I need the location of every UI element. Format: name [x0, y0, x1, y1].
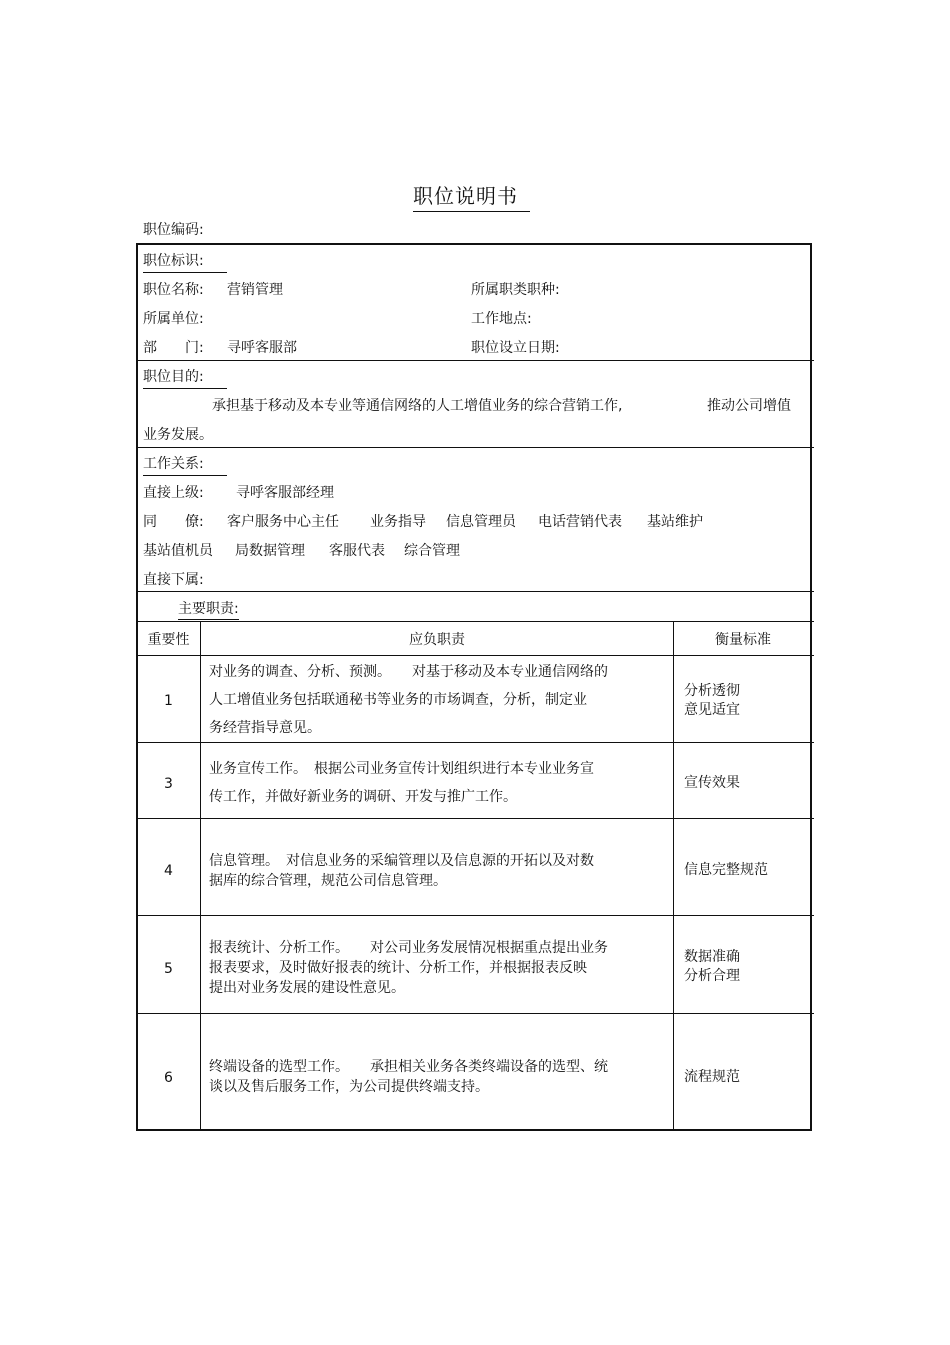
document-title: 职位说明书 — [413, 180, 530, 212]
superior-value: 寻呼客服部经理 — [236, 485, 334, 501]
peer-item: 基站维护 — [647, 514, 703, 530]
peer-item: 客户服务中心主任 — [227, 514, 339, 530]
duty-measure: 分析透彻 意见适宜 — [684, 683, 740, 718]
duty-description: 报表统计、分析工作。 对公司业务发展情况根据重点提出业务 报表要求，及时做好报表的统计、分析工作，并根据报表反映 提出对业务发展的建设性意见。 — [209, 940, 608, 996]
position-name-label: 职位名称: — [143, 282, 204, 298]
unit-label: 所属单位: — [143, 311, 204, 327]
divider-relations-duties — [136, 591, 814, 592]
peer-item: 局数据管理 — [235, 543, 305, 559]
duty-measure: 数据准确 分析合理 — [684, 949, 740, 984]
peer-item: 客服代表 — [329, 543, 385, 559]
divider-row3-row4 — [136, 915, 814, 916]
divider-purpose-relations — [136, 447, 814, 448]
purpose-text-line1: 承担基于移动及本专业等通信网络的人工增值业务的综合营销工作, — [212, 398, 623, 414]
peer-item: 业务指导 — [370, 514, 426, 530]
duty-description: 业务宣传工作。 根据公司业务宣传计划组织进行本专业业务宣 传工作，并做好新业务的调研、开发与推广工作。 — [209, 761, 594, 805]
duty-importance: 3 — [164, 776, 173, 792]
divider-row1-row2 — [136, 742, 814, 743]
peers-label: 同 僚: — [143, 514, 204, 530]
divider-header-row1 — [136, 655, 814, 656]
peer-item: 综合管理 — [404, 543, 460, 559]
column-header-duty: 应负职责 — [409, 632, 465, 648]
peer-item: 信息管理员 — [446, 514, 516, 530]
subordinate-label: 直接下属: — [143, 572, 204, 588]
relations-heading: 工作关系: — [143, 455, 227, 476]
divider-row4-row5 — [136, 1013, 814, 1014]
divider-duties-header — [136, 621, 814, 622]
position-name-value: 营销管理 — [227, 282, 283, 298]
duty-importance: 6 — [164, 1070, 173, 1086]
duty-measure: 流程规范 — [684, 1069, 740, 1085]
peer-item: 基站值机员 — [143, 543, 213, 559]
column-header-importance: 重要性 — [147, 632, 190, 648]
duties-heading: 主要职责: — [178, 600, 239, 618]
purpose-heading: 职位目的: — [143, 368, 227, 389]
purpose-text-line1-end: 推动公司增值 — [707, 398, 791, 414]
established-date-label: 职位设立日期: — [471, 340, 560, 356]
identity-heading: 职位标识: — [143, 252, 227, 273]
department-value: 寻呼客服部 — [227, 340, 297, 356]
duty-description: 终端设备的选型工作。 承担相关业务各类终端设备的选型、统 谈以及售后服务工作，为公司提供终端支持。 — [209, 1059, 608, 1095]
work-location-label: 工作地点: — [471, 311, 532, 327]
duty-measure: 宣传效果 — [684, 775, 740, 791]
department-label: 部 门: — [143, 340, 204, 356]
duty-description: 信息管理。 对信息业务的采编管理以及信息源的开拓以及对数 据库的综合管理，规范公司信息管理。 — [209, 853, 594, 889]
column-divider-importance — [200, 621, 201, 1131]
duty-measure: 信息完整规范 — [684, 862, 768, 878]
job-category-label: 所属职类职种: — [471, 282, 560, 298]
divider-row2-row3 — [136, 818, 814, 819]
divider-identity-purpose — [136, 360, 814, 361]
duty-importance: 4 — [164, 863, 173, 879]
peer-item: 电话营销代表 — [538, 514, 622, 530]
column-header-measure: 衡量标准 — [715, 632, 771, 648]
purpose-text-line2: 业务发展。 — [143, 427, 213, 443]
position-code-label: 职位编码: — [143, 222, 204, 238]
column-divider-measure — [673, 621, 674, 1131]
duty-importance: 1 — [164, 693, 173, 709]
superior-label: 直接上级: — [143, 485, 204, 501]
duty-importance: 5 — [164, 961, 173, 977]
duty-description: 对业务的调查、分析、预测。 对基于移动及本专业通信网络的 人工增值业务包括联通秘书等业务的市场调查，分析，制定业 务经营指导意见。 — [209, 664, 608, 736]
